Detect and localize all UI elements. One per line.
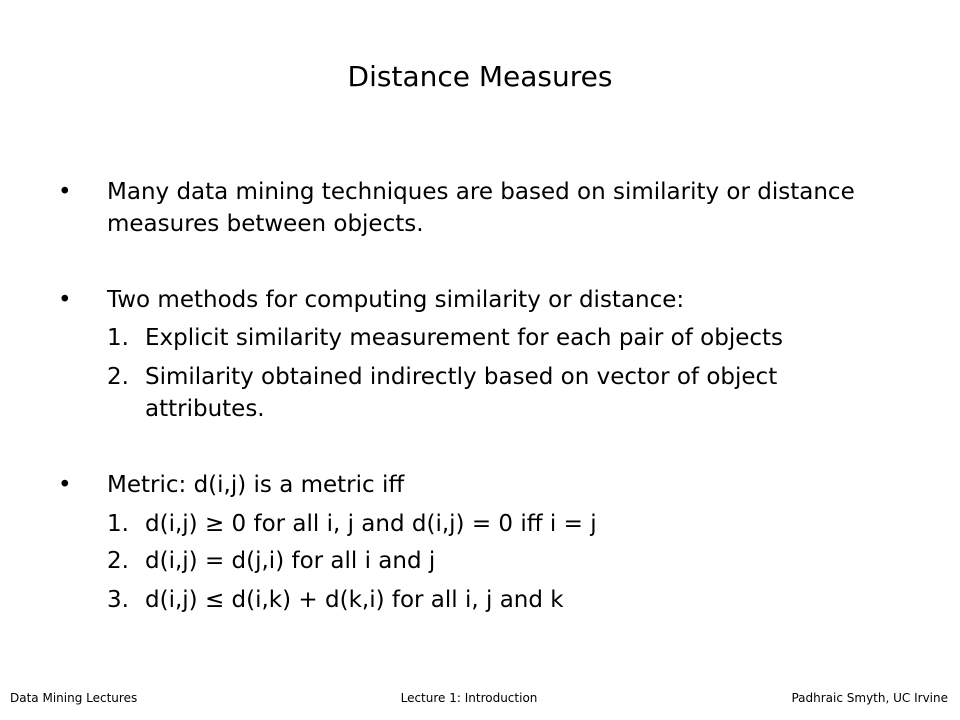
- bullet-text: Two methods for computing similarity or distance:: [107, 287, 685, 313]
- list-text: d(i,j) ≤ d(i,k) + d(k,i) for all i, j and k: [145, 587, 564, 613]
- list-text: d(i,j) ≥ 0 for all i, j and d(i,j) = 0 iff i = j: [145, 511, 597, 537]
- bullet-dot: •: [58, 472, 72, 498]
- list-number: 3.: [107, 587, 129, 613]
- list-item: [107, 361, 827, 425]
- list-number: 2.: [107, 364, 129, 390]
- list-number: 1.: [107, 511, 129, 537]
- bullet-dot: •: [58, 179, 72, 205]
- bullet-text: Metric: d(i,j) is a metric iff: [107, 472, 405, 498]
- slide-title: Distance Measures: [347, 60, 613, 93]
- bullet-metric-definition: [58, 469, 878, 501]
- footer-course: Data Mining Lectures: [10, 691, 138, 705]
- list-item: [107, 545, 827, 577]
- list-text: Similarity obtained indirectly based on vector of object attributes.: [145, 364, 778, 422]
- list-text: Explicit similarity measurement for each pair of objects: [145, 325, 784, 351]
- list-number: 2.: [107, 548, 129, 574]
- footer-author: Padhraic Smyth, UC Irvine: [791, 691, 948, 705]
- bullet-two-methods: [58, 284, 878, 316]
- list-item: [107, 508, 827, 540]
- bullet-dot: •: [58, 287, 72, 313]
- bullet-similarity-techniques: [58, 176, 878, 240]
- footer-lecture: Lecture 1: Introduction: [400, 691, 538, 705]
- list-number: 1.: [107, 325, 129, 351]
- list-item: [107, 322, 827, 354]
- list-item: [107, 584, 827, 616]
- bullet-text: Many data mining techniques are based on similarity or distance measures between objects.: [107, 179, 855, 237]
- list-text: d(i,j) = d(j,i) for all i and j: [145, 548, 436, 574]
